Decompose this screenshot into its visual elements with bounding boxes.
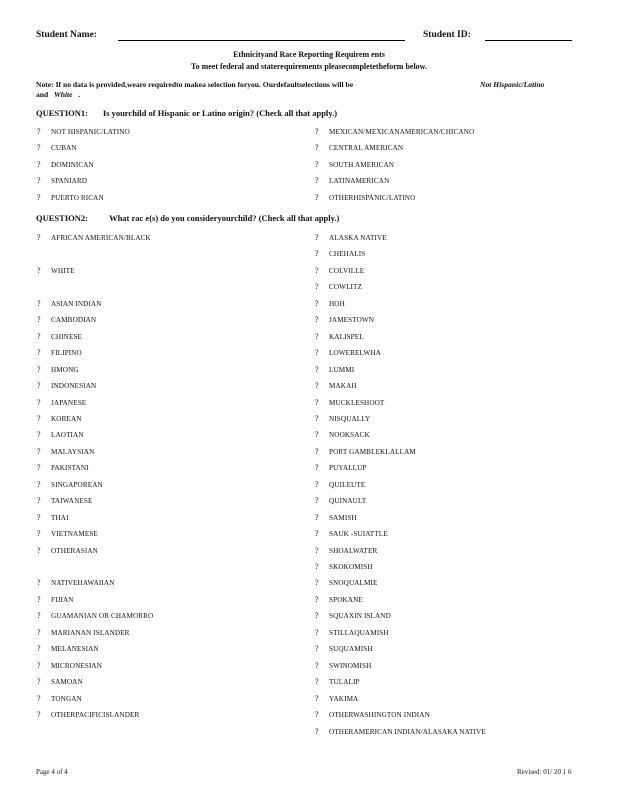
checkbox-icon[interactable]: ? — [37, 463, 41, 472]
checkbox-icon[interactable]: ? — [315, 160, 319, 169]
checkbox-option[interactable] — [37, 266, 75, 275]
checkbox-icon[interactable]: ? — [315, 143, 319, 152]
checkbox-option[interactable] — [315, 282, 362, 291]
checkbox-icon[interactable]: ? — [315, 332, 319, 341]
checkbox-icon[interactable]: ? — [37, 332, 41, 341]
checkbox-option[interactable] — [37, 160, 94, 169]
option-label: SKOKOMISH — [329, 563, 373, 571]
option-label: GUAMANIAN OR CHAMORRO — [51, 612, 154, 620]
checkbox-icon[interactable]: ? — [37, 176, 41, 185]
checkbox-option[interactable] — [315, 398, 384, 407]
checkbox-icon[interactable]: ? — [37, 233, 41, 242]
option-label: LATINAMERICAN — [329, 177, 390, 185]
form-subtitle: To meet federal and staterequirements pleasecompletetheform below. — [190, 62, 428, 71]
checkbox-icon[interactable]: ? — [315, 529, 319, 538]
option-label: DOMINICAN — [51, 161, 94, 169]
checkbox-option[interactable] — [315, 249, 365, 258]
checkbox-option[interactable] — [37, 348, 82, 357]
checkbox-option[interactable] — [37, 694, 82, 703]
checkbox-icon[interactable]: ? — [37, 611, 41, 620]
option-label: PUERTO RICAN — [51, 194, 104, 202]
question1-text: Is yourchild of Hispanic or Latino origin? (Check all that apply.) — [102, 108, 338, 118]
checkbox-icon[interactable]: ? — [37, 143, 41, 152]
checkbox-option[interactable] — [315, 414, 370, 423]
checkbox-option[interactable] — [315, 661, 371, 670]
checkbox-icon[interactable]: ? — [37, 529, 41, 538]
checkbox-option[interactable] — [37, 414, 82, 423]
checkbox-option[interactable] — [37, 176, 87, 185]
checkbox-icon[interactable]: ? — [315, 398, 319, 407]
option-label: TULALIP — [329, 678, 360, 686]
checkbox-icon[interactable]: ? — [315, 628, 319, 637]
checkbox-icon[interactable]: ? — [315, 176, 319, 185]
checkbox-option[interactable] — [315, 348, 381, 357]
student-name-field[interactable] — [118, 40, 405, 41]
checkbox-icon[interactable]: ? — [37, 266, 41, 275]
option-label: PORT GAMBLEKLALLAM — [329, 448, 416, 456]
option-label: HOH — [329, 300, 345, 308]
option-label: KALISPEL — [329, 333, 364, 341]
page-number: Page 4 of 4 — [36, 768, 68, 776]
student-id-label: Student ID: — [423, 30, 471, 40]
checkbox-icon[interactable]: ? — [37, 480, 41, 489]
checkbox-option[interactable] — [315, 677, 360, 686]
checkbox-option[interactable] — [315, 694, 358, 703]
checkbox-icon[interactable]: ? — [37, 414, 41, 423]
checkbox-option[interactable] — [37, 365, 79, 374]
option-label: TAIWANESE — [51, 497, 93, 505]
option-label: MAKAH — [329, 382, 357, 390]
option-label: STILLAQUAMISH — [329, 629, 389, 637]
checkbox-icon[interactable]: ? — [37, 694, 41, 703]
note-line-1 — [36, 80, 353, 89]
checkbox-option[interactable] — [37, 381, 96, 390]
option-label: NISQUALLY — [329, 415, 371, 423]
option-label: SAMOAN — [51, 678, 83, 686]
option-label: OTHERHISPANIC/LATINO — [329, 194, 416, 202]
checkbox-option[interactable] — [315, 463, 367, 472]
option-label: COWLITZ — [329, 283, 363, 291]
checkbox-option[interactable] — [37, 661, 102, 670]
checkbox-icon[interactable]: ? — [315, 611, 319, 620]
checkbox-icon[interactable]: ? — [37, 381, 41, 390]
option-label: OTHERPACIFICISLANDER — [51, 711, 140, 719]
option-label: FILIPINO — [51, 349, 82, 357]
student-id-field[interactable] — [485, 40, 572, 41]
checkbox-option[interactable] — [315, 176, 389, 185]
checkbox-icon[interactable]: ? — [315, 365, 319, 374]
checkbox-option[interactable] — [315, 381, 357, 390]
checkbox-option[interactable] — [315, 315, 374, 324]
checkbox-option[interactable] — [37, 299, 102, 308]
option-label: OTHERAMERICAN INDIAN/ALASAKA NATIVE — [329, 728, 486, 736]
checkbox-option[interactable] — [37, 546, 98, 555]
option-label: MELANESIAN — [51, 645, 99, 653]
checkbox-option[interactable] — [315, 546, 377, 555]
option-label: OTHERASIAN — [51, 547, 98, 555]
checkbox-icon[interactable]: ? — [37, 447, 41, 456]
checkbox-option[interactable] — [37, 233, 151, 242]
checkbox-option[interactable] — [315, 611, 391, 620]
option-label: MUCKLESHOOT — [329, 399, 385, 407]
option-label: NATIVEHAWAIIAN — [51, 579, 115, 587]
option-label: TONGAN — [51, 695, 82, 703]
checkbox-option[interactable] — [37, 332, 82, 341]
checkbox-icon[interactable]: ? — [315, 315, 319, 324]
checkbox-icon[interactable]: ? — [315, 266, 319, 275]
checkbox-icon[interactable]: ? — [315, 661, 319, 670]
question1-heading — [36, 108, 337, 118]
option-label: SNOQUALMIE — [329, 579, 378, 587]
checkbox-icon[interactable]: ? — [315, 644, 319, 653]
checkbox-icon[interactable]: ? — [315, 677, 319, 686]
checkbox-option[interactable] — [37, 513, 69, 522]
checkbox-option[interactable] — [315, 595, 363, 604]
option-label: QUILEUTE — [329, 481, 366, 489]
option-label: SAMISH — [329, 514, 357, 522]
option-label: HMONG — [51, 366, 79, 374]
checkbox-icon[interactable]: ? — [315, 414, 319, 423]
checkbox-icon[interactable]: ? — [315, 710, 319, 719]
checkbox-option[interactable] — [315, 447, 416, 456]
checkbox-icon[interactable]: ? — [315, 694, 319, 703]
note-line-2 — [36, 90, 80, 99]
checkbox-option[interactable] — [315, 710, 430, 719]
checkbox-icon[interactable]: ? — [37, 299, 41, 308]
checkbox-icon[interactable]: ? — [37, 398, 41, 407]
checkbox-option[interactable] — [37, 611, 153, 620]
option-label: MEXICAN/MEXICANAMERICAN/CHICANO — [329, 128, 475, 136]
option-label: SQUAXIN ISLAND — [329, 612, 391, 620]
checkbox-icon[interactable]: ? — [315, 480, 319, 489]
checkbox-option[interactable] — [315, 727, 486, 736]
checkbox-option[interactable] — [315, 562, 373, 571]
checkbox-option[interactable] — [37, 447, 94, 456]
note-white: White — [53, 90, 73, 99]
option-label: OTHERWASHINGTON INDIAN — [329, 711, 430, 719]
option-label: ASIAN INDIAN — [51, 300, 102, 308]
checkbox-option[interactable] — [315, 430, 370, 439]
option-label: WHITE — [51, 267, 75, 275]
revised-date: Revised: 01/ 20 1 6 — [517, 768, 572, 776]
question2-text: What rac e(s) do you consideryourchild? (Check all that apply.) — [109, 213, 340, 223]
option-label: CAMBODIAN — [51, 316, 97, 324]
question2-label: QUESTION2: — [36, 213, 88, 223]
option-label: SWINOMISH — [329, 662, 372, 670]
checkbox-icon[interactable]: ? — [37, 644, 41, 653]
option-label: MALAYSIAN — [51, 448, 95, 456]
checkbox-option[interactable] — [37, 710, 139, 719]
checkbox-icon[interactable]: ? — [315, 496, 319, 505]
checkbox-option[interactable] — [37, 529, 98, 538]
note-text: Note: If no data is provided,weare requiredto makea selection foryou. Ourdefaultselections will be — [36, 80, 354, 89]
option-label: NOT HISPANIC/LATINO — [51, 128, 130, 136]
checkbox-option[interactable] — [37, 143, 77, 152]
option-label: AFRICAN AMERICAN/BLACK — [51, 234, 151, 242]
checkbox-icon[interactable]: ? — [37, 365, 41, 374]
checkbox-option[interactable] — [315, 193, 415, 202]
option-label: COLVILLE — [329, 267, 365, 275]
checkbox-icon[interactable]: ? — [37, 578, 41, 587]
option-label: LAOTIAN — [51, 431, 84, 439]
checkbox-option[interactable] — [315, 496, 366, 505]
checkbox-option[interactable] — [37, 193, 104, 202]
note-default-value: Not Hispanic/Latino — [480, 80, 545, 89]
option-label: MARIANAN ISLANDER — [51, 629, 130, 637]
checkbox-option[interactable] — [37, 628, 130, 637]
checkbox-option[interactable] — [37, 496, 92, 505]
option-label: SOUTH AMERICAN — [329, 161, 395, 169]
checkbox-icon[interactable]: ? — [37, 315, 41, 324]
checkbox-option[interactable] — [37, 127, 130, 136]
checkbox-option[interactable] — [315, 266, 364, 275]
checkbox-option[interactable] — [37, 578, 115, 587]
option-label: SINGAPOREAN — [51, 481, 103, 489]
checkbox-icon[interactable]: ? — [315, 447, 319, 456]
note-period: . — [78, 90, 81, 99]
option-label: CHEHALIS — [329, 250, 366, 258]
student-name-label: Student Name: — [36, 30, 97, 40]
checkbox-icon[interactable]: ? — [37, 546, 41, 555]
option-label: PUYALLUP — [329, 464, 367, 472]
checkbox-option[interactable] — [37, 398, 86, 407]
checkbox-option[interactable] — [315, 365, 354, 374]
form-title: Ethnicityand Race Reporting Requirem ents — [233, 50, 385, 59]
checkbox-icon[interactable]: ? — [315, 546, 319, 555]
option-label: NOOKSACK — [329, 431, 370, 439]
checkbox-icon[interactable]: ? — [37, 127, 41, 136]
checkbox-icon[interactable]: ? — [37, 628, 41, 637]
option-label: PAKISTANI — [51, 464, 89, 472]
checkbox-option[interactable] — [37, 480, 103, 489]
option-label: CHINESE — [51, 333, 83, 341]
checkbox-icon[interactable]: ? — [315, 348, 319, 357]
option-label: CENTRAL AMERICAN — [329, 144, 404, 152]
checkbox-option[interactable] — [315, 127, 474, 136]
note-default — [480, 80, 544, 89]
checkbox-icon[interactable]: ? — [315, 513, 319, 522]
option-label: INDONESIAN — [51, 382, 97, 390]
option-label: KOREAN — [51, 415, 82, 423]
checkbox-option[interactable] — [37, 677, 83, 686]
option-label: LOWERELWHA — [329, 349, 381, 357]
checkbox-option[interactable] — [315, 644, 373, 653]
checkbox-icon[interactable]: ? — [37, 430, 41, 439]
option-label: QUINAULT — [329, 497, 367, 505]
checkbox-icon[interactable]: ? — [315, 381, 319, 390]
checkbox-option[interactable] — [315, 299, 345, 308]
checkbox-icon[interactable]: ? — [37, 496, 41, 505]
option-label: YAKIMA — [329, 695, 359, 703]
option-label: MICRONESIAN — [51, 662, 103, 670]
checkbox-icon[interactable]: ? — [315, 282, 319, 291]
checkbox-icon[interactable]: ? — [37, 193, 41, 202]
checkbox-option[interactable] — [37, 463, 89, 472]
checkbox-icon[interactable]: ? — [315, 727, 319, 736]
checkbox-icon[interactable]: ? — [315, 249, 319, 258]
checkbox-option[interactable] — [37, 644, 99, 653]
option-label: LUMMI — [329, 366, 355, 374]
checkbox-option[interactable] — [315, 513, 357, 522]
checkbox-icon[interactable]: ? — [37, 595, 41, 604]
note-and: and — [36, 90, 49, 99]
checkbox-option[interactable] — [37, 595, 74, 604]
checkbox-icon[interactable]: ? — [315, 127, 319, 136]
checkbox-option[interactable] — [315, 160, 394, 169]
option-label: JAPANESE — [51, 399, 87, 407]
checkbox-option[interactable] — [315, 332, 364, 341]
question1-label: QUESTION1: — [36, 108, 88, 118]
option-label: VIETNAMESE — [51, 530, 98, 538]
checkbox-icon[interactable]: ? — [315, 233, 319, 242]
checkbox-icon[interactable]: ? — [37, 677, 41, 686]
checkbox-option[interactable] — [315, 480, 365, 489]
checkbox-icon[interactable]: ? — [315, 299, 319, 308]
checkbox-icon[interactable]: ? — [37, 513, 41, 522]
checkbox-icon[interactable]: ? — [37, 661, 41, 670]
option-label: SUQUAMISH — [329, 645, 373, 653]
checkbox-option[interactable] — [37, 315, 96, 324]
option-label: CUBAN — [51, 144, 77, 152]
option-label: FIJIAN — [51, 596, 74, 604]
checkbox-icon[interactable]: ? — [315, 578, 319, 587]
checkbox-icon[interactable]: ? — [315, 193, 319, 202]
option-label: SPANIARD — [51, 177, 88, 185]
checkbox-icon[interactable]: ? — [37, 348, 41, 357]
checkbox-icon[interactable]: ? — [315, 430, 319, 439]
checkbox-option[interactable] — [37, 430, 84, 439]
question2-heading — [36, 213, 339, 223]
checkbox-option[interactable] — [315, 529, 388, 538]
checkbox-option[interactable] — [315, 578, 378, 587]
checkbox-option[interactable] — [315, 628, 389, 637]
option-label: JAMESTOWN — [329, 316, 375, 324]
checkbox-option[interactable] — [315, 233, 387, 242]
option-label: SAUK -SUIATTLE — [329, 530, 388, 538]
option-label: ALASKA NATIVE — [329, 234, 387, 242]
checkbox-icon[interactable]: ? — [315, 595, 319, 604]
checkbox-icon[interactable]: ? — [315, 463, 319, 472]
checkbox-icon[interactable]: ? — [37, 160, 41, 169]
option-label: SHOALWATER — [329, 547, 378, 555]
option-label: THAI — [51, 514, 69, 522]
checkbox-icon[interactable]: ? — [315, 562, 319, 571]
checkbox-option[interactable] — [315, 143, 403, 152]
checkbox-icon[interactable]: ? — [37, 710, 41, 719]
option-label: SPOKANE — [329, 596, 363, 604]
